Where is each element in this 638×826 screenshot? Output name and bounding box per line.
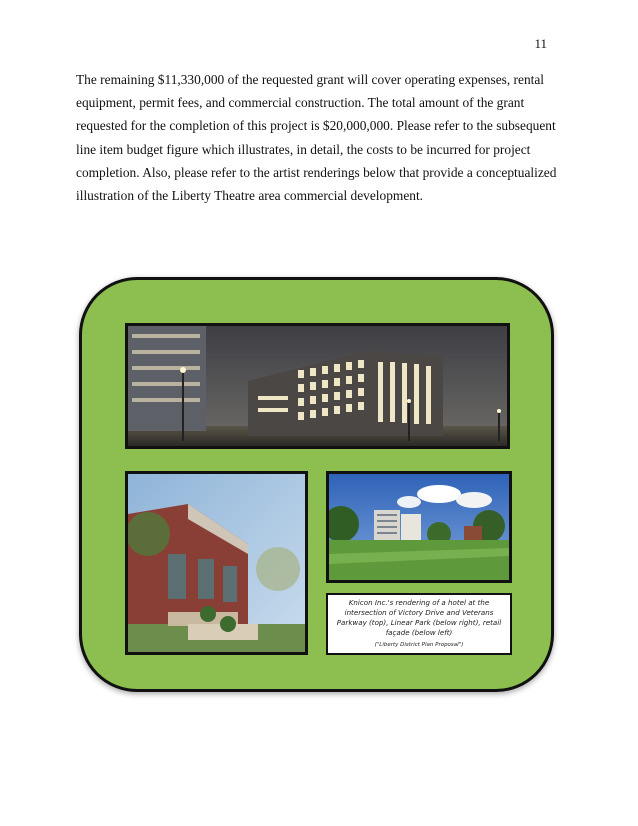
caption-text: Knicon Inc.'s rendering of a hotel at the intersection of Victory Drive and Veterans Parkway (top), Linear Park (below right), retail façade (below left) bbox=[336, 598, 502, 637]
body-paragraph: The remaining $11,330,000 of the requested grant will cover operating expenses, rental equipment, permit fees, and commercial construction. The total amount of the grant requested for the completion of this project is $20,000,000. Please refer to the subsequent line item budget figure which illustrates, in detail, the costs to be incurred for project completion. Also, please refer to the artist renderings below that provide a conceptualized illustration of the Liberty Theatre area commercial development. bbox=[76, 72, 557, 204]
retail-facade-rendering-image bbox=[125, 471, 308, 655]
caption-source: ("Liberty District Plan Proposal") bbox=[374, 642, 464, 648]
hotel-rendering-image bbox=[125, 323, 510, 449]
page-number: 11 bbox=[534, 36, 547, 51]
figure-caption bbox=[326, 593, 512, 655]
linear-park-photo-image bbox=[326, 471, 512, 583]
